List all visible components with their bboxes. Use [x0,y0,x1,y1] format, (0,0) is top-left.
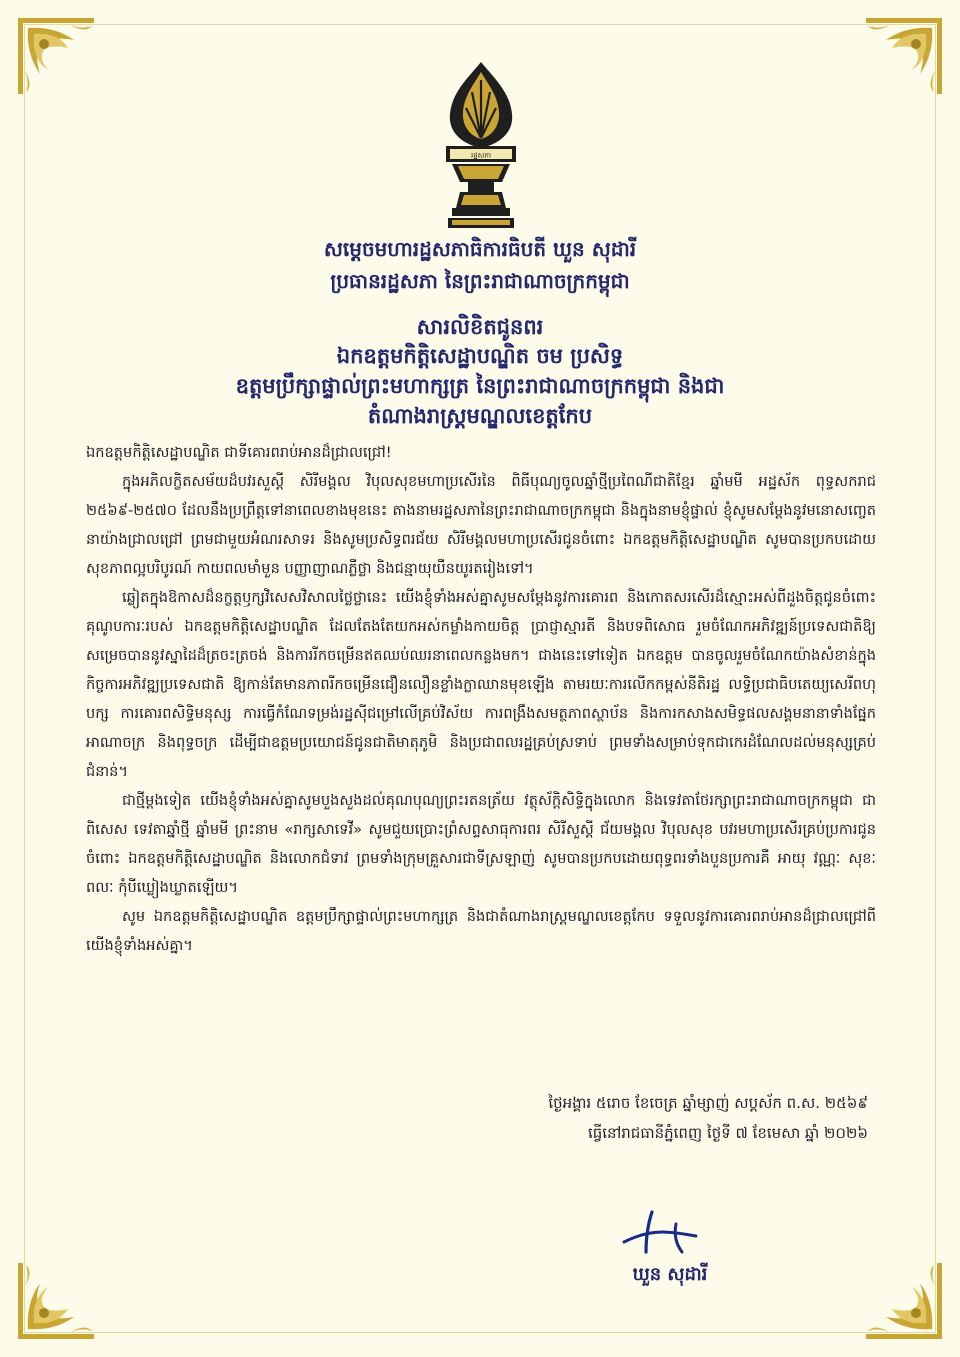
paragraph-2: ឆ្លៀតក្នុងឱកាសដ៏នក្ខត្តឫក្សវិសេសវិសាលថ្លៃថ្លានេះ យើងខ្ញុំទាំងអស់គ្នាសូមសម្ដែងនូវការគោរព និងកោតសរសើរដ៏ស្មោះអស់ពីដួងចិត្តជូនចំពោះគុណូបការៈរបស់ ឯកឧត្តមកិត្តិសេដ្ឋាបណ្ឌិត ដែលតែងតែយកអស់កម្លាំងកាយចិត្ត ប្រាជ្ញាស្មារតី និងបទពិសោធ រួមចំណែកអភិវឌ្ឍន៍ប្រទេសជាតិឱ្យសម្រេចបាននូវស្នាដៃដ៏ត្រចះត្រចង់ និងការរីកចម្រើនឥតឈប់ឈរនាពេលកន្លងមក។ ជាងនេះទៅទៀត ឯកឧត្តម បានចូលរួមចំណែកយ៉ាងសំខាន់ក្នុងកិច្ចការអភិវឌ្ឍប្រទេសជាតិ ឱ្យកាន់តែមានភាពរីកចម្រើនជឿនលឿនខ្លាំងក្លាឈានមុខឡើង តាមរយៈការលើកកម្ពស់នីតិរដ្ឋ លទ្ធិប្រជាធិបតេយ្យសេរីពហុបក្ស ការគោរពសិទ្ធិមនុស្ស ការធ្វើកំណែទម្រង់រដ្ឋស៊ីជម្រៅលើគ្រប់វិស័យ ការពង្រឹងសមត្ថភាពស្ថាប័ន និងការកសាងសមិទ្ធផលសង្គមនានាទាំងផ្នែកអាណាចក្រ និងពុទ្ធចក្រ ដើម្បីជាឧត្តមប្រយោជន៍ជូនជាតិមាតុភូមិ និងប្រជាពលរដ្ឋគ្រប់ស្រទាប់ ព្រមទាំងសម្រាប់ទុកជាកេរដំណែលដល់មនុស្សគ្រប់ជំនាន់។ [86,589,876,780]
emblem-label: រដ្ឋសភា [471,151,491,160]
recipient-constituency: តំណាងរាស្ត្រមណ្ឌលខេត្តកែប [367,404,593,428]
paragraph-1: ក្នុងអភិលក្ខិតសម័យដ៏បវរសួស្ដី សិរីមង្គល វិបុលសុខមហាប្រសើរនៃ ពិធីបុណ្យចូលឆ្នាំថ្មីប្រពៃណីជាតិខ្មែរ ឆ្នាំមមី អដ្ឋស័ក ពុទ្ធសករាជ ២៥៦៩-២៥៧០ ដែលនឹងប្រព្រឹត្តទៅនាពេលខាងមុខនេះ តាងនាមរដ្ឋសភានៃព្រះរាជាណាចក្រកម្ពុជា និងក្នុងនាមខ្ញុំផ្ទាល់ ខ្ញុំសូមសម្ដែងនូវមនោសញ្ចេតនាយ៉ាងជ្រាលជ្រៅ ព្រមជាមួយអំណរសាទរ និងសូមប្រសិទ្ធពរជ័យ សិរីមង្គលមហាប្រសើរជូនចំពោះ ឯកឧត្តមកិត្តិសេដ្ឋាបណ្ឌិត សូមបានប្រកបដោយសុខភាពល្អបរិបូរណ៍ កាយពលមាំមួន បញ្ញាញាណភ្លឺថ្លា និងជន្មាយុយឺនយូរតរៀងទៅ។ [86,473,876,577]
corner-ornament-icon [14,1257,100,1343]
letter-title: សារលិខិតជូនពរ [416,315,544,339]
sender-title: ប្រធានរដ្ឋសភា នៃព្រះរាជាណាចក្រកម្ពុជា [330,269,630,293]
solar-date: ធ្វើនៅរាជធានីភ្នំពេញ ថ្ងៃទី ៧ ខែមេសា ឆ្នាំ ២០២៦ [587,1124,868,1142]
salutation: ឯកឧត្តមកិត្តិសេដ្ឋាបណ្ឌិត ជាទីគោរពរាប់អានដ៏ជ្រាលជ្រៅ! [86,444,392,461]
corner-ornament-icon [860,14,946,100]
paragraph-4: សូម ឯកឧត្តមកិត្តិសេដ្ឋាបណ្ឌិត ឧត្តមប្រឹក្សាផ្ទាល់ព្រះមហាក្សត្រ និងជាតំណាងរាស្ត្រមណ្ឌលខេត្តកែប ទទួលនូវការគោរពរាប់អានដ៏ជ្រាលជ្រៅពីយើងខ្ញុំទាំងអស់គ្នា។ [86,908,876,954]
parliament-emblem-icon [438,58,524,234]
recipient-name: ឯកឧត្តមកិត្តិសេដ្ឋាបណ្ឌិត ចម ប្រសិទ្ធ [336,344,624,368]
sender-name: សម្ដេចមហារដ្ឋសភាធិការធិបតី ឃួន សុដារី [323,237,637,261]
letter-body [86,438,876,960]
signer-name: ឃួន សុដារី [632,1264,708,1285]
signature-icon [618,1206,702,1256]
corner-ornament-icon [860,1257,946,1343]
recipient-role: ឧត្តមប្រឹក្សាផ្ទាល់ព្រះមហាក្សត្រ នៃព្រះរាជាណាចក្រកម្ពុជា និងជា [235,374,725,398]
paragraph-3: ជាថ្មីម្តងទៀត យើងខ្ញុំទាំងអស់គ្នាសូមបួងសួងដល់គុណបុណ្យព្រះរតនត្រ័យ វត្ថុស័ក្ដិសិទ្ធិក្នុងលោក និងទេវតាថែរក្សាព្រះរាជាណាចក្រកម្ពុជា ជាពិសេស ទេវតាឆ្នាំថ្មី ឆ្នាំមមី ព្រះនាម «រាក្សសាទេវី» សូមជួយប្រោះព្រំសព្ទសាធុការពរ សិរីសួស្ដី ជ័យមង្គល វិបុលសុខ បវរមហាប្រសើរគ្រប់ប្រការជូនចំពោះ ឯកឧត្តមកិត្តិសេដ្ឋាបណ្ឌិត និងលោកជំទាវ ព្រមទាំងក្រុមគ្រួសារជាទីស្រឡាញ់ សូមបានប្រកបដោយពុទ្ធពរទាំងបួនប្រការគឺ អាយុ វណ្ណៈ សុខៈ ពលៈ កុំបីឃ្លៀងឃ្លាតឡើយ។ [86,792,876,896]
lunar-date: ថ្ងៃអង្គារ ៥រោច ខែចេត្រ ឆ្នាំម្សាញ់ សប្តស័ក ព.ស. ២៥៦៩ [548,1094,868,1112]
corner-ornament-icon [14,14,100,100]
